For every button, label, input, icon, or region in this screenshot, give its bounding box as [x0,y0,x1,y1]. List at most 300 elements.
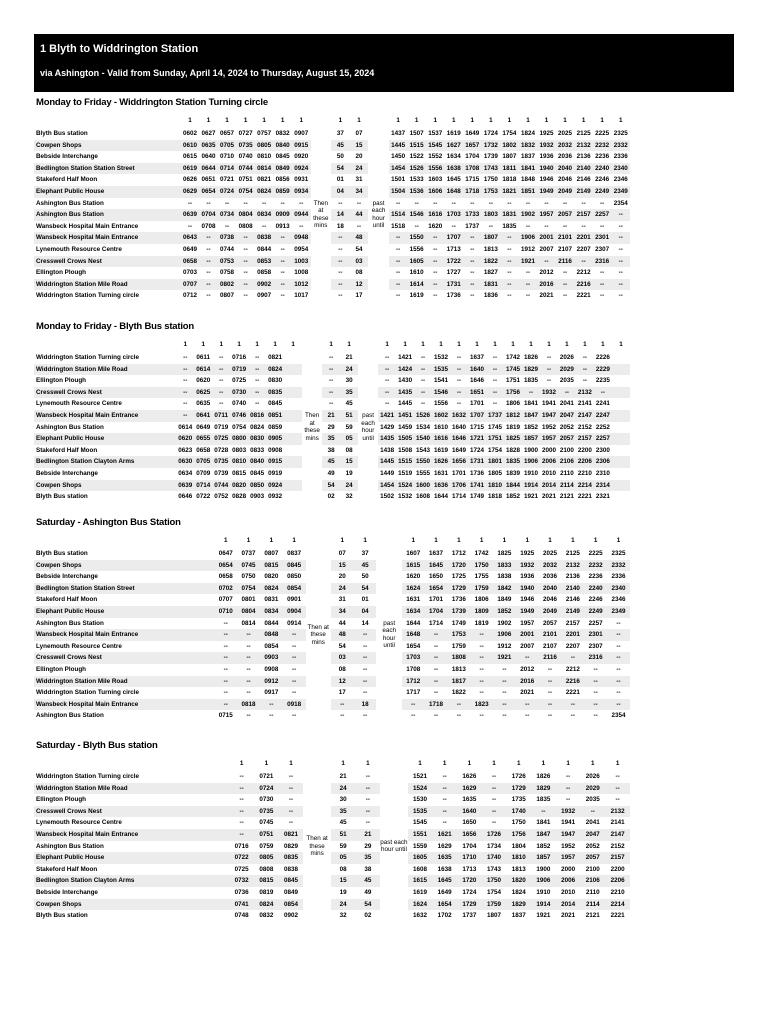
time-cell: 1619 [434,446,449,454]
time-cell: 1707 [444,232,463,244]
time-cell: 0944 [292,209,311,221]
time-cell: -- [237,652,260,664]
route-number: 1 [421,341,425,348]
time-cell: -- [420,400,426,408]
time-cell: -- [288,773,294,780]
time-cell: 1749 [451,619,466,627]
time-cell: 2021 [520,689,535,697]
time-cell: -- [442,773,447,780]
time-cell: -- [246,665,251,673]
route-number: 1 [363,537,367,544]
time-cell: 0658 [218,573,233,581]
time-cell: 1546 [407,209,426,221]
time-cell: 1556 [409,245,424,253]
time-cell: -- [248,364,266,376]
header-banner [34,34,734,92]
time-cell: 2052 [559,423,574,431]
time-cell: -- [556,279,575,291]
time-cell: -- [269,712,274,720]
time-cell: 1555 [416,469,431,477]
table-row [34,629,630,641]
frequency-note: Then at these mins [302,352,322,503]
time-cell: 0931 [294,176,309,184]
time-cell: -- [525,292,531,300]
time-cell: 0831 [264,596,279,604]
time-cell: -- [425,629,448,641]
timetable [34,338,630,503]
route-number: 1 [442,760,447,767]
time-cell: 2300 [595,446,610,454]
time-cell: 0751 [254,829,279,841]
time-cell: -- [470,629,493,641]
time-cell: 20 [338,573,346,581]
time-cell: 0725 [234,865,249,873]
time-cell: 0630 [176,456,194,468]
time-cell: 2052 [585,842,600,850]
time-cell: 0851 [266,410,284,422]
time-cell: 0919 [268,469,283,477]
time-cell: 1715 [465,176,480,184]
time-cell: 0829 [284,842,299,850]
time-cell: -- [500,279,519,291]
time-cell: 2146 [565,596,580,604]
time-cell: 1743 [482,163,501,175]
time-cell: 2101 [539,629,562,641]
time-cell: 1825 [497,550,512,557]
time-cell: -- [378,387,396,399]
time-cell: -- [283,652,306,664]
time-cell: 1704 [465,153,480,161]
time-cell: 2132 [574,140,593,152]
time-cell: 1645 [425,560,448,572]
time-cell: 0850 [287,573,302,581]
time-cell: -- [214,676,237,688]
time-cell: 1848 [520,176,535,184]
time-cell: 0734 [218,209,237,221]
time-cell: -- [354,652,377,664]
time-cell: 2314 [594,480,612,492]
time-cell: 1437 [391,130,406,137]
time-cell: 2035 [585,796,600,804]
time-cell: 1008 [294,269,309,277]
time-cell: 1654 [406,642,421,650]
time-cell: 1826 [536,773,551,780]
time-cell: -- [338,199,343,207]
time-cell: -- [525,199,531,207]
time-cell: 0727 [238,130,253,137]
time-cell: 2316 [593,256,612,268]
time-cell: 0658 [181,256,200,268]
time-cell: -- [556,783,581,795]
time-cell: -- [338,292,343,300]
time-cell: 1751 [505,377,520,385]
time-cell: 0819 [259,888,274,896]
time-cell: -- [507,245,512,253]
time-cell: 1704 [425,606,448,618]
time-cell: -- [212,387,230,399]
time-cell: -- [451,222,456,230]
time-cell: -- [246,689,251,697]
time-cell: -- [292,642,297,650]
time-cell: 0722 [229,852,254,864]
time-cell: 2346 [611,596,626,604]
time-cell: -- [389,256,408,268]
time-cell: 2057 [558,433,576,445]
time-cell: 1925 [520,550,535,557]
time-cell: 1802 [500,140,519,152]
time-cell: 0716 [232,354,247,361]
time-cell: 1906 [531,875,556,887]
time-cell: 0724 [254,783,279,795]
time-cell: -- [605,783,630,795]
time-cell: 1813 [483,245,498,253]
time-cell: -- [491,819,497,827]
time-cell: 50 [336,153,344,161]
time-cell: -- [607,699,630,711]
time-cell: 0915 [266,456,284,468]
table-row [34,771,630,783]
time-cell: 1724 [462,888,477,896]
time-cell: 1636 [432,480,450,492]
time-cell: 1620 [406,573,421,581]
time-cell: 0711 [212,410,230,422]
time-cell: 1952 [541,423,556,431]
time-cell: 03 [331,652,354,664]
time-cell: 1706 [450,480,468,492]
time-cell [612,364,630,376]
time-cell: 0643 [181,232,200,244]
time-cell: 1835 [504,456,522,468]
note-spacer [306,534,331,548]
time-cell: 1722 [444,256,463,268]
table-row [34,910,630,922]
stop-name: Wansbeck Hospital Main Entrance [34,699,214,711]
time-cell: -- [433,712,439,720]
time-cell: -- [433,665,439,673]
stop-name: Bedlington Station Station Street [34,583,214,595]
time-cell: -- [362,689,368,697]
time-cell: 0615 [182,153,197,161]
time-cell: 1012 [292,279,311,291]
time-cell: 1645 [432,875,457,887]
stop-name: Bebside Interchange [36,469,98,477]
table-row [34,256,630,268]
time-cell: 0828 [232,493,247,501]
time-cell: 2010 [541,469,556,477]
time-cell: 1808 [447,652,470,664]
time-cell: 1656 [457,829,482,841]
time-cell [284,480,302,492]
time-cell: 0710 [220,153,235,161]
time-cell: 2106 [580,875,605,887]
stop-name: Wansbeck Hospital Main Entrance [34,829,229,841]
time-cell: 1556 [426,163,445,175]
time-cell: 0815 [254,875,279,887]
time-cell: 1921 [523,493,538,501]
time-cell: -- [470,199,475,207]
time-cell: -- [199,256,218,268]
time-cell: 2132 [561,560,584,572]
time-cell: 34 [331,606,354,618]
time-cell: 2147 [605,829,630,841]
time-cell: 1742 [505,354,520,361]
time-cell: -- [329,354,334,361]
time-cell: 07 [338,550,346,557]
route-number: 1 [292,537,296,544]
time-cell: 1646 [450,433,468,445]
time-cell: 1906 [519,232,538,244]
time-cell: 1910 [536,888,551,896]
time-cell: 2041 [585,819,600,827]
time-cell: 48 [350,232,369,244]
time-cell: 1921 [519,256,538,268]
time-cell: -- [280,292,285,300]
time-cell: 1435 [396,387,414,399]
time-cell: -- [570,712,575,720]
route-number: 1 [581,117,586,124]
time-cell: 1629 [437,842,452,850]
time-cell: 1603 [428,176,443,184]
time-cell: -- [442,796,447,804]
time-cell: 1518 [391,222,406,230]
time-cell: 1936 [539,153,554,161]
time-cell [612,398,630,410]
stop-header [34,114,181,128]
time-cell: -- [206,199,211,207]
stop-name: Ellington Plough [36,269,87,277]
stop-name: Stakeford Half Moon [36,596,98,604]
time-cell: -- [525,269,531,277]
table-row [34,468,630,480]
table-row [34,375,630,387]
time-cell: -- [493,676,516,688]
time-cell: -- [531,806,556,818]
route-number: 1 [593,537,598,544]
table-row [34,875,630,887]
time-cell: 1741 [468,480,486,492]
time-cell: -- [402,699,425,711]
time-cell: -- [243,245,248,253]
frequency-note: past each hour until [368,128,389,302]
time-cell: -- [411,712,416,720]
time-cell: 44 [338,619,346,627]
time-cell: 1504 [389,186,408,198]
time-cell: 0738 [218,232,237,244]
time-cell: -- [539,699,562,711]
time-cell: 1756 [506,829,531,841]
time-cell: -- [470,292,475,300]
time-cell: 2001 [537,232,556,244]
time-cell: 1805 [487,469,502,477]
time-cell: 1841 [536,819,551,827]
time-cell: 1526 [407,163,426,175]
time-cell: 2057 [580,852,605,864]
time-cell: 2041 [559,400,574,408]
time-cell: -- [329,377,334,385]
time-cell: -- [288,819,294,827]
time-cell: -- [488,199,493,207]
time-cell: 1906 [493,629,516,641]
time-cell: 1957 [540,433,558,445]
time-cell: 0902 [255,279,274,291]
time-cell: 32 [345,493,353,501]
note-spacer [368,114,389,128]
time-cell: -- [432,783,457,795]
time-cell: 1640 [457,806,482,818]
time-cell: 1701 [452,469,467,477]
time-cell: 1640 [468,364,486,376]
time-cell: 2257 [594,433,612,445]
time-cell [284,387,302,399]
time-cell: 0728 [214,446,229,454]
time-cell: 1521 [412,773,427,780]
time-cell: 0646 [178,493,193,501]
time-cell: 0821 [257,176,272,184]
time-cell: 1614 [407,279,426,291]
time-cell: 1522 [409,153,424,161]
time-cell: 1912 [497,642,512,650]
time-cell: 1507 [409,130,424,137]
time-cell: -- [562,199,568,207]
route-number: 1 [188,117,192,124]
time-cell: 0830 [268,377,283,385]
time-cell: 1608 [412,865,427,873]
time-cell: 0905 [266,433,284,445]
time-cell: -- [237,676,260,688]
time-cell: 0912 [260,676,283,688]
time-cell: -- [456,354,462,361]
time-cell: 1932 [556,806,581,818]
time-cell: 1619 [409,292,424,300]
time-cell: 1743 [487,865,502,873]
time-cell: 2325 [611,550,626,557]
time-cell: 14 [331,209,350,221]
time-cell: -- [183,400,188,408]
time-cell: 1725 [451,573,466,581]
time-cell: 0620 [196,377,211,385]
time-cell: -- [206,245,211,253]
time-cell: -- [279,783,304,795]
time-cell: 1429 [380,423,395,431]
route-number: 1 [219,341,223,348]
time-cell: 2032 [556,140,575,152]
stop-name: Ashington Bus Station [36,842,104,850]
time-cell: 0735 [236,140,255,152]
time-cell: 1445 [389,140,408,152]
time-cell: 15 [350,140,369,152]
note-spacer [380,757,407,771]
stop-name: Cresswell Crows Nest [34,387,176,399]
time-cell: -- [219,400,224,408]
time-cell: -- [243,292,248,300]
time-cell: 0845 [250,469,265,477]
time-cell: -- [229,806,254,818]
time-cell: -- [580,806,605,818]
route-number: 1 [516,760,521,767]
time-cell: 1726 [482,829,507,841]
time-cell: 1733 [463,209,482,221]
time-cell: -- [279,806,304,818]
time-cell: 1837 [511,912,526,920]
time-cell: 1631 [434,469,449,477]
table-row [34,806,630,818]
time-cell: 2049 [539,606,562,618]
time-cell: 2210 [577,469,592,477]
time-cell: 1949 [516,606,539,618]
time-cell: 2349 [607,606,630,618]
time-cell: 1644 [406,619,421,627]
time-cell: 1619 [446,130,461,137]
time-cell: 0649 [182,245,197,253]
time-cell: 1515 [396,456,414,468]
time-cell: 45 [339,819,347,827]
time-cell: 0651 [201,176,216,184]
time-cell: -- [384,400,390,408]
time-cell: 0902 [284,912,299,920]
route-number: 1 [492,760,496,767]
time-cell: 1801 [486,456,504,468]
time-cell: 0821 [268,354,283,361]
time-cell: 2016 [516,676,539,688]
time-cell: 2140 [561,583,584,595]
time-cell: 12 [331,676,354,688]
time-cell: 0803 [232,446,247,454]
time-cell: 0629 [181,186,200,198]
time-cell: 1818 [487,493,502,501]
time-cell: 1957 [556,852,581,864]
time-cell: 1524 [396,480,414,492]
time-cell: 15 [331,875,356,887]
time-cell: 2157 [574,209,593,221]
time-cell: 1739 [447,606,470,618]
time-cell: 1712 [451,550,466,557]
time-cell: 1718 [463,186,482,198]
time-cell: 0907 [257,292,272,300]
time-cell: 0907 [294,130,309,137]
time-cell: 0845 [283,560,306,572]
time-cell: 1550 [407,232,426,244]
time-cell: 2236 [595,153,610,161]
time-cell: 0740 [238,153,253,161]
time-cell: -- [581,199,586,207]
time-cell: -- [470,652,493,664]
time-cell: 0924 [266,480,284,492]
time-cell: -- [229,829,254,841]
time-cell: -- [479,712,484,720]
time-cell: 37 [361,550,369,557]
route-number: 1 [475,341,479,348]
time-cell: -- [206,292,211,300]
time-cell: -- [199,232,218,244]
time-cell: 0816 [248,410,266,422]
time-cell: 1718 [425,699,448,711]
stop-name: Blyth Bus station [36,550,88,557]
time-cell: -- [456,377,462,385]
time-cell: 0753 [218,256,237,268]
time-cell: 31 [355,176,363,184]
time-cell: -- [414,199,419,207]
time-cell: 0854 [279,899,304,911]
route-number: 1 [563,117,567,124]
time-cell: 1852 [536,842,551,850]
time-cell: 1852 [523,423,538,431]
stop-name: Bebside Interchange [36,888,98,896]
route-number: 1 [239,760,244,767]
time-cell: -- [280,245,285,253]
time-cell: 1602 [432,410,450,422]
time-cell [284,398,302,410]
time-cell: 1540 [414,433,432,445]
